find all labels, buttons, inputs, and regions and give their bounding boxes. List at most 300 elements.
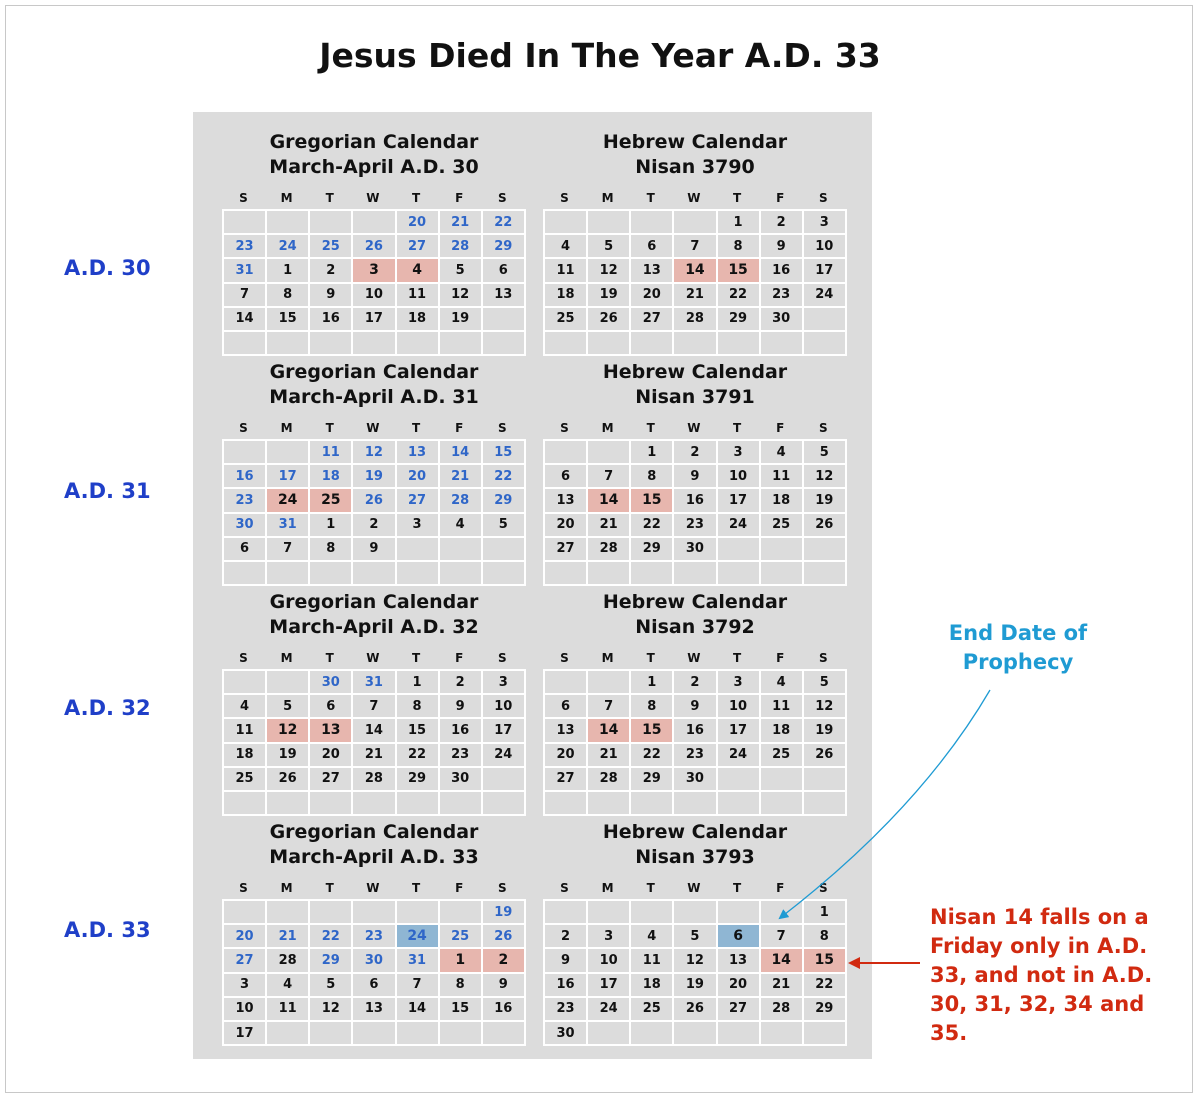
calendar-day: 29 (310, 949, 353, 973)
highlighted-day: 24 (267, 489, 310, 513)
weekday-header: S (560, 191, 569, 205)
weekday-header: F (776, 651, 785, 665)
calendar-day: 5 (674, 925, 717, 949)
calendar-day: 13 (545, 489, 588, 513)
calendar-day: 7 (674, 235, 717, 259)
calendar-day: 11 (545, 259, 588, 283)
calendar-day: 10 (224, 998, 267, 1022)
calendar-day: 26 (353, 235, 396, 259)
calendar-day: 4 (545, 235, 588, 259)
calendar-day: 7 (224, 284, 267, 308)
calendar-day: 25 (224, 768, 267, 792)
weekday-header: T (411, 421, 421, 435)
calendar-day: 3 (588, 925, 631, 949)
calendar-day: 19 (588, 284, 631, 308)
weekday-header: M (280, 881, 293, 895)
calendar-day: 9 (674, 465, 717, 489)
calendar-day: 24 (718, 744, 761, 768)
calendar-day: 8 (718, 235, 761, 259)
calendar-day: 9 (440, 695, 483, 719)
calendar-day: 18 (631, 974, 674, 998)
calendar-day: 9 (545, 949, 588, 973)
prophecy-end-day: 24 (397, 925, 440, 949)
calendar-day: 29 (804, 998, 847, 1022)
calendar-day: 13 (631, 259, 674, 283)
calendar-day: 7 (397, 974, 440, 998)
calendar-day: 5 (267, 695, 310, 719)
calendar-day: 5 (804, 441, 847, 465)
weekday-header: S (498, 191, 507, 205)
calendar-day: 1 (631, 671, 674, 695)
calendar-day: 11 (761, 465, 804, 489)
weekday-header: T (325, 881, 334, 895)
calendar-day: 4 (761, 441, 804, 465)
year-row-label: A.D. 30 (64, 256, 151, 280)
calendar-day: 26 (353, 489, 396, 513)
calendar-day: 5 (588, 235, 631, 259)
calendar-day: 2 (674, 671, 717, 695)
weekday-header: S (239, 191, 248, 205)
calendar-day: 20 (224, 925, 267, 949)
calendar-day: 2 (674, 441, 717, 465)
weekday-header: F (776, 881, 785, 895)
calendar-day: 9 (353, 538, 396, 562)
weekday-header: T (646, 191, 655, 205)
calendar-day: 25 (761, 744, 804, 768)
calendar-day: 7 (267, 538, 310, 562)
weekday-header: M (601, 651, 614, 665)
calendar-day: 16 (674, 489, 717, 513)
calendar-day: 6 (545, 695, 588, 719)
calendar-day: 9 (483, 974, 526, 998)
calendar-day: 8 (631, 695, 674, 719)
weekday-header: F (776, 421, 785, 435)
calendar-day: 11 (631, 949, 674, 973)
calendar-day: 30 (761, 308, 804, 332)
calendar-day: 4 (761, 671, 804, 695)
weekday-header: W (687, 421, 701, 435)
calendar-day: 1 (267, 259, 310, 283)
calendar-day: 9 (761, 235, 804, 259)
calendar-day: 25 (440, 925, 483, 949)
calendar-title-line-2: Nisan 3792 (635, 616, 755, 638)
calendar-day: 2 (761, 211, 804, 235)
year-row-label: A.D. 33 (64, 918, 151, 942)
weekday-header: T (646, 651, 655, 665)
highlighted-day: 14 (674, 259, 717, 283)
weekday-header: S (560, 421, 569, 435)
calendar-day: 31 (397, 949, 440, 973)
weekday-header: W (366, 651, 380, 665)
highlighted-day: 15 (631, 489, 674, 513)
weekday-header: F (455, 421, 464, 435)
weekday-header: T (411, 191, 421, 205)
calendar-day: 2 (440, 671, 483, 695)
calendar-day: 21 (440, 465, 483, 489)
calendar-day: 23 (224, 235, 267, 259)
calendar-day: 11 (224, 719, 267, 743)
weekday-header: S (819, 421, 828, 435)
calendar-day: 8 (631, 465, 674, 489)
calendar-day: 13 (483, 284, 526, 308)
calendar-day: 20 (545, 514, 588, 538)
calendar-day: 3 (718, 671, 761, 695)
calendar-day: 22 (397, 744, 440, 768)
calendar-day: 27 (545, 768, 588, 792)
weekday-header: S (498, 651, 507, 665)
end-date-line-2: Prophecy (962, 650, 1074, 674)
calendar-day: 29 (631, 768, 674, 792)
weekday-header: S (819, 651, 828, 665)
calendar-day: 29 (631, 538, 674, 562)
end-date-arrow (780, 690, 990, 918)
calendar-day: 11 (310, 441, 353, 465)
calendar-day: 15 (267, 308, 310, 332)
calendar-day: 18 (310, 465, 353, 489)
weekday-header: M (601, 881, 614, 895)
highlighted-day: 15 (631, 719, 674, 743)
calendar-day: 26 (267, 768, 310, 792)
calendar-day: 19 (483, 901, 526, 925)
calendar-day: 22 (631, 514, 674, 538)
calendar-day: 23 (674, 514, 717, 538)
calendar-title-line-1: Gregorian Calendar (269, 821, 479, 843)
calendar-day: 14 (397, 998, 440, 1022)
calendar-day: 19 (440, 308, 483, 332)
calendar-day: 3 (804, 211, 847, 235)
weekday-header: S (239, 881, 248, 895)
calendar-day: 7 (588, 695, 631, 719)
calendar-day: 6 (483, 259, 526, 283)
highlighted-day: 14 (761, 949, 804, 973)
calendar-day: 11 (267, 998, 310, 1022)
weekday-header: T (732, 881, 742, 895)
calendar-day: 22 (631, 744, 674, 768)
calendar-day: 27 (545, 538, 588, 562)
calendar-day: 14 (440, 441, 483, 465)
calendar-day: 4 (631, 925, 674, 949)
calendar-day: 25 (310, 235, 353, 259)
highlighted-day: 15 (804, 949, 847, 973)
calendar-day: 19 (674, 974, 717, 998)
weekday-header: F (455, 651, 464, 665)
weekday-header: T (732, 651, 742, 665)
calendar-day: 30 (310, 671, 353, 695)
calendar-day: 6 (224, 538, 267, 562)
calendar-day: 12 (353, 441, 396, 465)
calendar-day: 21 (353, 744, 396, 768)
calendar-day: 18 (545, 284, 588, 308)
weekday-header: T (325, 421, 334, 435)
calendar-day: 17 (483, 719, 526, 743)
weekday-header: M (280, 651, 293, 665)
calendar-day: 16 (545, 974, 588, 998)
calendar-day: 23 (674, 744, 717, 768)
weekday-header: W (366, 881, 380, 895)
calendar-day: 5 (804, 671, 847, 695)
calendar-day: 23 (761, 284, 804, 308)
weekday-header: F (455, 191, 464, 205)
weekday-header: S (498, 421, 507, 435)
calendar-day: 17 (353, 308, 396, 332)
weekday-header: W (687, 881, 701, 895)
calendar-day: 4 (440, 514, 483, 538)
calendar-day: 29 (483, 489, 526, 513)
calendar-day: 3 (718, 441, 761, 465)
calendar-day: 24 (483, 744, 526, 768)
calendar-day: 29 (483, 235, 526, 259)
weekday-header: S (819, 881, 828, 895)
calendar-day: 28 (267, 949, 310, 973)
note-line-1: Nisan 14 falls on a (930, 905, 1149, 929)
calendar-day: 13 (353, 998, 396, 1022)
calendar-title-line-2: Nisan 3793 (635, 846, 755, 868)
calendar-day: 1 (631, 441, 674, 465)
calendar-day: 3 (397, 514, 440, 538)
weekday-header: T (411, 881, 421, 895)
calendar-day: 20 (545, 744, 588, 768)
year-row-label: A.D. 32 (64, 696, 151, 720)
calendar-day: 10 (718, 465, 761, 489)
highlighted-day: 15 (718, 259, 761, 283)
calendar-title-line-2: Nisan 3790 (635, 156, 755, 178)
calendar-day: 19 (353, 465, 396, 489)
calendar-day: 30 (353, 949, 396, 973)
calendar-day: 8 (397, 695, 440, 719)
calendar-day: 6 (353, 974, 396, 998)
calendar-day: 2 (353, 514, 396, 538)
calendar-day: 7 (588, 465, 631, 489)
calendar-day: 1 (397, 671, 440, 695)
highlighted-day: 1 (440, 949, 483, 973)
calendar-day: 17 (224, 1022, 267, 1046)
note-line-3: 33, and not in A.D. (930, 963, 1153, 987)
calendar-day: 12 (440, 284, 483, 308)
calendar-day: 25 (761, 514, 804, 538)
calendar-day: 27 (718, 998, 761, 1022)
weekday-header: S (560, 881, 569, 895)
calendar-day: 23 (440, 744, 483, 768)
weekday-header: W (687, 191, 701, 205)
calendar-day: 16 (224, 465, 267, 489)
calendar-day: 21 (267, 925, 310, 949)
calendar-day: 24 (718, 514, 761, 538)
calendar-day: 20 (718, 974, 761, 998)
calendar-title-line-2: March-April A.D. 33 (269, 846, 479, 868)
calendar-day: 9 (674, 695, 717, 719)
calendar-day: 11 (397, 284, 440, 308)
calendar-day: 28 (761, 998, 804, 1022)
calendar-day: 10 (804, 235, 847, 259)
calendar-day: 6 (310, 695, 353, 719)
calendar-day: 15 (483, 441, 526, 465)
highlighted-day: 12 (267, 719, 310, 743)
calendar-day: 30 (674, 768, 717, 792)
calendar-day: 12 (588, 259, 631, 283)
calendar-title-line-2: March-April A.D. 31 (269, 386, 479, 408)
calendar-day: 23 (224, 489, 267, 513)
calendar-title-line-2: March-April A.D. 30 (269, 156, 479, 178)
calendar-day: 22 (804, 974, 847, 998)
calendar-day: 10 (353, 284, 396, 308)
calendar-day: 22 (310, 925, 353, 949)
calendar-day: 26 (804, 514, 847, 538)
calendar-day: 12 (310, 998, 353, 1022)
calendar-day: 30 (440, 768, 483, 792)
calendar-day: 20 (397, 211, 440, 235)
calendar-day: 8 (310, 538, 353, 562)
weekday-header: T (646, 881, 655, 895)
calendar-day: 10 (483, 695, 526, 719)
calendar-day: 27 (310, 768, 353, 792)
weekday-header: T (325, 191, 334, 205)
calendar-day: 8 (804, 925, 847, 949)
calendar-day: 26 (674, 998, 717, 1022)
weekday-header: M (601, 421, 614, 435)
calendar-day: 21 (440, 211, 483, 235)
calendar-day: 18 (761, 719, 804, 743)
calendar-day: 21 (674, 284, 717, 308)
calendar-day: 17 (267, 465, 310, 489)
calendar-day: 10 (718, 695, 761, 719)
calendar-day: 3 (483, 671, 526, 695)
calendar-title-line-1: Gregorian Calendar (269, 591, 479, 613)
calendar-day: 21 (588, 514, 631, 538)
weekday-header: M (280, 191, 293, 205)
calendar-day: 21 (761, 974, 804, 998)
calendar-day: 31 (267, 514, 310, 538)
calendar-day: 21 (588, 744, 631, 768)
weekday-header: M (280, 421, 293, 435)
weekday-header: T (411, 651, 421, 665)
calendar-day: 6 (631, 235, 674, 259)
calendar-day: 19 (267, 744, 310, 768)
calendar-day: 7 (761, 925, 804, 949)
year-row-label: A.D. 31 (64, 479, 151, 503)
calendar-day: 12 (674, 949, 717, 973)
calendar-day: 27 (224, 949, 267, 973)
calendar-day: 31 (353, 671, 396, 695)
calendar-day: 31 (224, 259, 267, 283)
calendar-day: 16 (310, 308, 353, 332)
calendar-day: 18 (761, 489, 804, 513)
calendar-day: 16 (674, 719, 717, 743)
calendar-day: 13 (397, 441, 440, 465)
weekday-header: F (776, 191, 785, 205)
calendar-day: 25 (631, 998, 674, 1022)
calendar-day: 4 (224, 695, 267, 719)
calendar-day: 13 (545, 719, 588, 743)
calendar-day: 30 (674, 538, 717, 562)
calendar-day: 2 (545, 925, 588, 949)
calendar-day: 10 (588, 949, 631, 973)
calendar-day: 24 (588, 998, 631, 1022)
calendar-day: 22 (718, 284, 761, 308)
calendar-day: 26 (483, 925, 526, 949)
weekday-header: T (732, 191, 742, 205)
calendar-day: 26 (588, 308, 631, 332)
calendar-day: 18 (397, 308, 440, 332)
calendar-title-line-2: Nisan 3791 (635, 386, 755, 408)
calendar-day: 24 (267, 235, 310, 259)
calendar-day: 17 (588, 974, 631, 998)
weekday-header: W (366, 421, 380, 435)
calendar-day: 3 (224, 974, 267, 998)
end-date-line-1: End Date of (948, 621, 1088, 645)
calendar-day: 1 (310, 514, 353, 538)
weekday-header: S (239, 651, 248, 665)
highlighted-day: 2 (483, 949, 526, 973)
calendar-day: 29 (718, 308, 761, 332)
calendar-title-line-1: Hebrew Calendar (602, 591, 788, 613)
calendar-day: 27 (397, 235, 440, 259)
calendar-day: 22 (483, 211, 526, 235)
calendar-day: 1 (804, 901, 847, 925)
calendar-day: 8 (440, 974, 483, 998)
calendar-day: 16 (761, 259, 804, 283)
page-title: Jesus Died In The Year A.D. 33 (319, 36, 881, 75)
calendar-day: 28 (674, 308, 717, 332)
highlighted-day: 14 (588, 489, 631, 513)
calendar-day: 5 (310, 974, 353, 998)
calendar-day: 1 (718, 211, 761, 235)
calendar-day: 7 (353, 695, 396, 719)
calendar-title-line-1: Gregorian Calendar (269, 131, 479, 153)
highlighted-day: 4 (397, 259, 440, 283)
calendar-day: 22 (483, 465, 526, 489)
calendar-day: 15 (397, 719, 440, 743)
calendar-day: 17 (718, 719, 761, 743)
note-line-4: 30, 31, 32, 34 and 35. (930, 992, 1145, 1045)
calendar-day: 25 (545, 308, 588, 332)
weekday-header: W (687, 651, 701, 665)
calendar-title-line-1: Hebrew Calendar (602, 361, 788, 383)
calendar-day: 6 (545, 465, 588, 489)
calendar-day: 28 (588, 538, 631, 562)
calendar-day: 2 (310, 259, 353, 283)
calendar-day: 28 (353, 768, 396, 792)
calendar-day: 20 (397, 465, 440, 489)
weekday-header: T (732, 421, 742, 435)
calendar-day: 30 (545, 1022, 588, 1046)
calendar-day: 23 (545, 998, 588, 1022)
calendar-day: 11 (761, 695, 804, 719)
calendar-day: 18 (224, 744, 267, 768)
calendar-title-line-1: Gregorian Calendar (269, 361, 479, 383)
calendar-day: 27 (631, 308, 674, 332)
calendar-day: 27 (397, 489, 440, 513)
calendar-day: 13 (718, 949, 761, 973)
weekday-header: T (646, 421, 655, 435)
calendar-day: 19 (804, 719, 847, 743)
calendar-day: 26 (804, 744, 847, 768)
highlighted-day: 13 (310, 719, 353, 743)
weekday-header: S (239, 421, 248, 435)
calendar-day: 19 (804, 489, 847, 513)
calendar-day: 23 (353, 925, 396, 949)
weekday-header: T (325, 651, 334, 665)
calendar-day: 20 (631, 284, 674, 308)
calendar-day: 28 (440, 235, 483, 259)
calendar-title-line-2: March-April A.D. 32 (269, 616, 479, 638)
weekday-header: M (601, 191, 614, 205)
calendar-title-line-1: Hebrew Calendar (602, 821, 788, 843)
calendar-day: 28 (440, 489, 483, 513)
calendar-day: 15 (440, 998, 483, 1022)
calendar-day: 9 (310, 284, 353, 308)
highlighted-day: 3 (353, 259, 396, 283)
calendar-day: 30 (224, 514, 267, 538)
